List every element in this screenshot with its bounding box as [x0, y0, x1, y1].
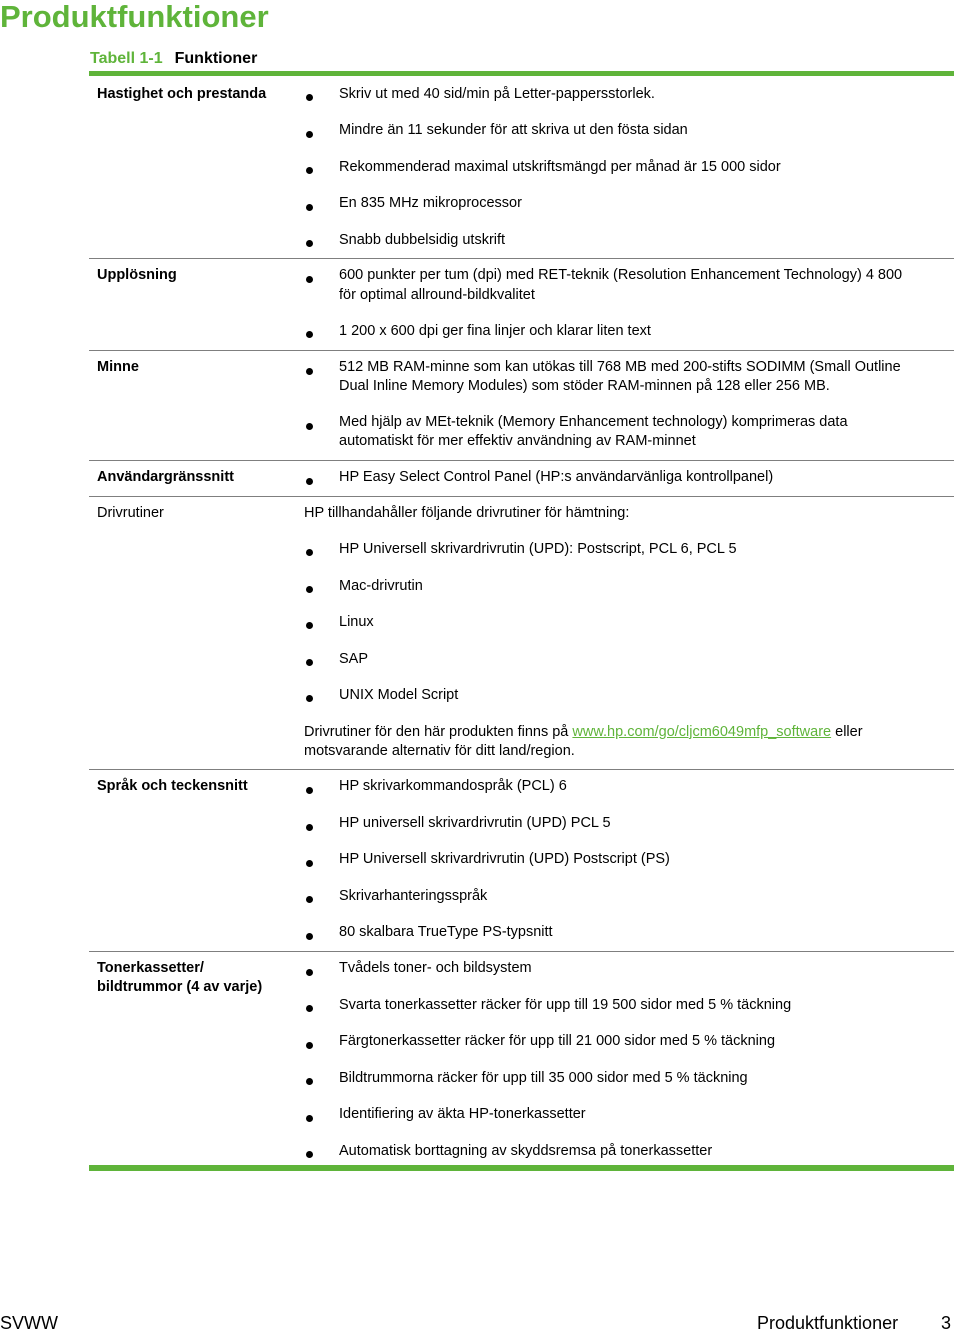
- bullet-icon: [306, 787, 313, 794]
- list-item: Skriv ut med 40 sid/min på Letter-pappersstorlek.: [339, 86, 655, 102]
- bullet-icon: [306, 368, 313, 375]
- bullet-icon: [306, 331, 313, 338]
- row-label-drivers: Drivrutiner: [97, 505, 164, 521]
- row-divider: [89, 460, 954, 461]
- bullet-icon: [306, 478, 313, 485]
- list-item: HP universell skrivardrivrutin (UPD) PCL 5: [339, 815, 611, 831]
- page-title: Produktfunktioner: [0, 0, 269, 34]
- row-label-speed: Hastighet och prestanda: [97, 86, 267, 102]
- bullet-icon: [306, 1078, 313, 1085]
- list-item: HP Easy Select Control Panel (HP:s användarvänliga kontrollpanel): [339, 469, 774, 485]
- list-item: UNIX Model Script: [339, 687, 459, 703]
- bullet-icon: [306, 423, 313, 430]
- list-item: Identifiering av äkta HP-tonerkassetter: [339, 1106, 586, 1122]
- row-label-toner-line2: bildtrummor (4 av varje): [97, 979, 263, 995]
- list-item-continuation: Dual Inline Memory Modules) som stöder RAM-minnen på 128 eller 256 MB.: [339, 378, 830, 394]
- row-divider: [89, 951, 954, 952]
- list-item-continuation: för optimal allround-bildkvalitet: [339, 287, 535, 303]
- list-item: 600 punkter per tum (dpi) med RET-teknik (Resolution Enhancement Technology) 4 800: [339, 267, 903, 283]
- bullet-icon: [306, 1005, 313, 1012]
- table-top-rule: [89, 71, 954, 76]
- list-item: En 835 MHz mikroprocessor: [339, 195, 522, 211]
- list-item: Linux: [339, 614, 374, 630]
- bullet-icon: [306, 659, 313, 666]
- bullet-icon: [306, 94, 313, 101]
- row-divider: [89, 496, 954, 497]
- row-label-resolution: Upplösning: [97, 267, 177, 283]
- list-item: Automatisk borttagning av skyddsremsa på tonerkassetter: [339, 1143, 713, 1159]
- bullet-icon: [306, 131, 313, 138]
- list-item: HP Universell skrivardrivrutin (UPD) Postscript (PS): [339, 851, 670, 867]
- bullet-icon: [306, 860, 313, 867]
- drivers-note-suffix: eller: [831, 724, 863, 740]
- bullet-icon: [306, 240, 313, 247]
- bullet-icon: [306, 204, 313, 211]
- row-label-ui: Användargränssnitt: [97, 469, 234, 485]
- row-divider: [89, 258, 954, 259]
- list-item: HP Universell skrivardrivrutin (UPD): Postscript, PCL 6, PCL 5: [339, 541, 737, 557]
- list-item: Med hjälp av MEt-teknik (Memory Enhancement technology) komprimeras data: [339, 414, 848, 430]
- table-caption-title: Funktioner: [174, 50, 258, 67]
- list-item: Rekommenderad maximal utskriftsmängd per månad är 15 000 sidor: [339, 159, 781, 175]
- bullet-icon: [306, 167, 313, 174]
- footer-page-number: 3: [941, 1313, 952, 1333]
- list-item: 512 MB RAM-minne som kan utökas till 768 MB med 200-stifts SODIMM (Small Outline: [339, 359, 901, 375]
- list-item: Skrivarhanteringsspråk: [339, 888, 488, 904]
- row-divider: [89, 769, 954, 770]
- list-item: HP skrivarkommandospråk (PCL) 6: [339, 778, 567, 794]
- bullet-icon: [306, 1042, 313, 1049]
- bullet-icon: [306, 695, 313, 702]
- bullet-icon: [306, 933, 313, 940]
- bullet-icon: [306, 549, 313, 556]
- table-bottom-rule: [89, 1165, 954, 1171]
- list-item: 1 200 x 600 dpi ger fina linjer och klarar liten text: [339, 323, 651, 339]
- row-label-languages: Språk och teckensnitt: [97, 778, 248, 794]
- list-item: Färgtonerkassetter räcker för upp till 21 000 sidor med 5 % täckning: [339, 1033, 776, 1049]
- drivers-note-line2: motsvarande alternativ för ditt land/region.: [304, 743, 575, 759]
- list-item-continuation: automatiskt för mer effektiv användning av RAM-minnet: [339, 433, 696, 449]
- table-caption: [90, 49, 257, 69]
- bullet-icon: [306, 824, 313, 831]
- list-item: SAP: [339, 651, 369, 667]
- footer-left: SVWW: [0, 1313, 58, 1333]
- bullet-icon: [306, 622, 313, 629]
- drivers-note-prefix: Drivrutiner för den här produkten finns på: [304, 724, 573, 740]
- bullet-icon: [306, 586, 313, 593]
- table-caption-number: Tabell 1-1: [90, 50, 163, 67]
- list-item: Mac-drivrutin: [339, 578, 423, 594]
- bullet-icon: [306, 969, 313, 976]
- list-item: Snabb dubbelsidig utskrift: [339, 232, 506, 248]
- drivers-download-link[interactable]: www.hp.com/go/cljcm6049mfp_software: [572, 724, 832, 740]
- bullet-icon: [306, 896, 313, 903]
- drivers-note: [304, 723, 863, 742]
- list-item: Tvådels toner- och bildsystem: [339, 960, 532, 976]
- row-divider: [89, 350, 954, 351]
- bullet-icon: [306, 1115, 313, 1122]
- list-item: Svarta tonerkassetter räcker för upp till 19 500 sidor med 5 % täckning: [339, 997, 792, 1013]
- row-label-memory: Minne: [97, 359, 139, 375]
- footer-section: Produktfunktioner: [757, 1313, 899, 1333]
- bullet-icon: [306, 276, 313, 283]
- bullet-icon: [306, 1151, 313, 1158]
- list-item: 80 skalbara TrueType PS-typsnitt: [339, 924, 553, 940]
- row-label-toner: Tonerkassetter/: [97, 960, 204, 976]
- list-item: Mindre än 11 sekunder för att skriva ut den fösta sidan: [339, 122, 688, 138]
- list-item: Bildtrummorna räcker för upp till 35 000 sidor med 5 % täckning: [339, 1070, 748, 1086]
- drivers-intro: HP tillhandahåller följande drivrutiner för hämtning:: [304, 505, 630, 521]
